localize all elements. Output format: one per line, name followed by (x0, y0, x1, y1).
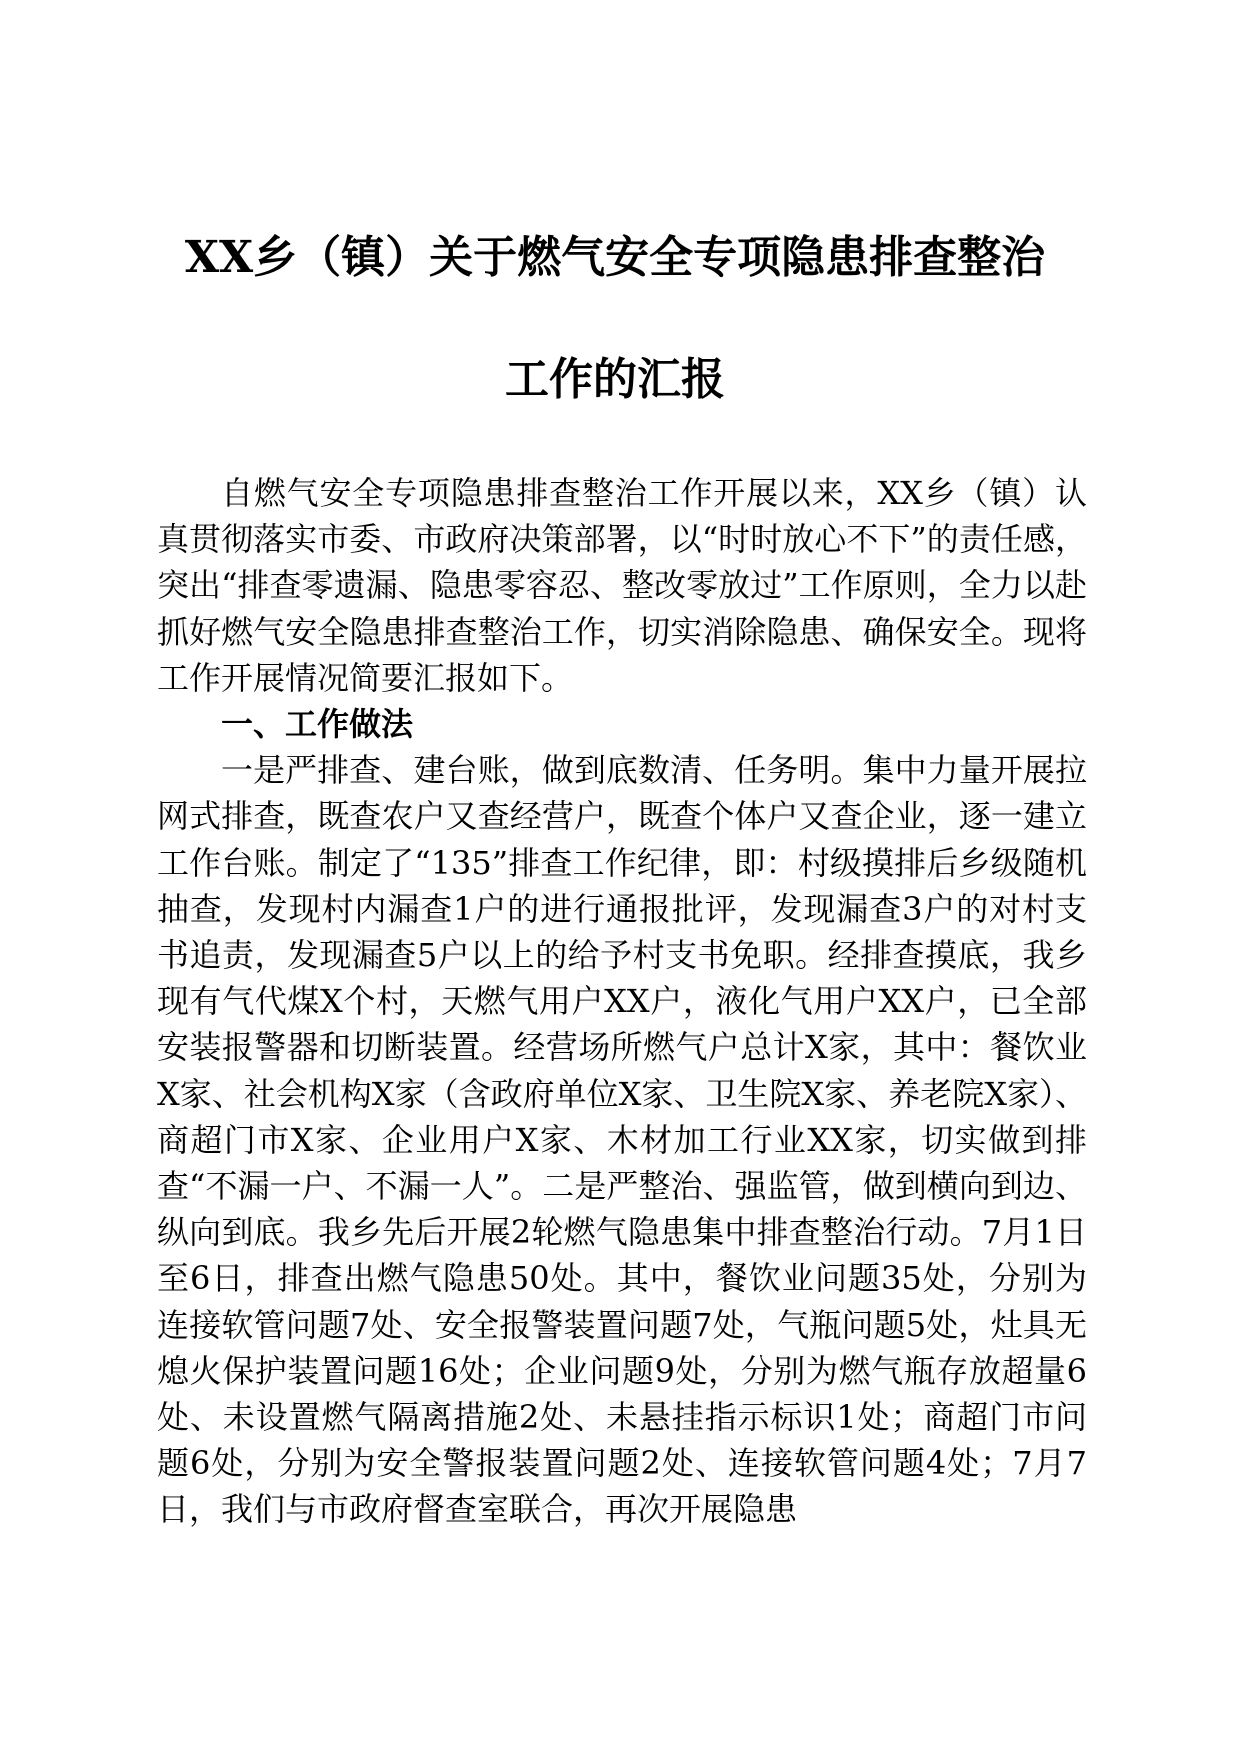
section-heading-work-methods: 一、工作做法 (221, 705, 414, 744)
document-title-line-2: 工作的汇报 (505, 354, 725, 405)
document-body (157, 470, 1087, 1533)
section-paragraph: 一是严排查、建台账，做到底数清、任务明。集中力量开展拉网式排查，既查农户又查经营户，既查个体户又查企业，逐一建立工作台账。制定了“135”排查工作纪律，即：村级摸排后乡级随机抽查，发现村内漏查1户的进行通报批评，发现漏查3户的对村支书追责，发现漏查5户以上的给予村支书免职。经排查摸底，我乡现有气代煤X个村，天燃气用户XX户，液化气用户XX户，已全部安装报警器和切断装置。经营场所燃气户总计X家，其中：餐饮业X家、社会机构X家（含政府单位X家、卫生院X家、养老院X家）、商超门市X家、企业用户X家、木材加工行业XX家，切实做到排查“不漏一户、不漏一人”。二是严整治、强监管，做到横向到边、纵向到底。我乡先后开展2轮燃气隐患集中排查整治行动。7月1日至6日，排查出燃气隐患50处。其中，餐饮业问题35处，分别为连接软管问题7处、安全报警装置问题7处，气瓶问题5处，灶具无熄火保护装置问题16处；企业问题9处，分别为燃气瓶存放超量6处、未设置燃气隔离措施2处、未悬挂指示标识1处；商超门市问题6处，分别为安全警报装置问题2处、连接软管问题4处；7月7日，我们与市政府督查室联合，再次开展隐患 (157, 751, 1087, 1529)
intro-paragraph: 自燃气安全专项隐患排查整治工作开展以来，XX乡（镇）认真贯彻落实市委、市政府决策部署，以“时时放心不下”的责任感，突出“排查零遗漏、隐患零容忍、整改零放过”工作原则，全力以赴抓好燃气安全隐患排查整治工作，切实消除隐患、确保安全。现将工作开展情况简要汇报如下。 (157, 474, 1087, 697)
document-title-line-1: XX乡（镇）关于燃气安全专项隐患排查整治 (184, 232, 1046, 283)
